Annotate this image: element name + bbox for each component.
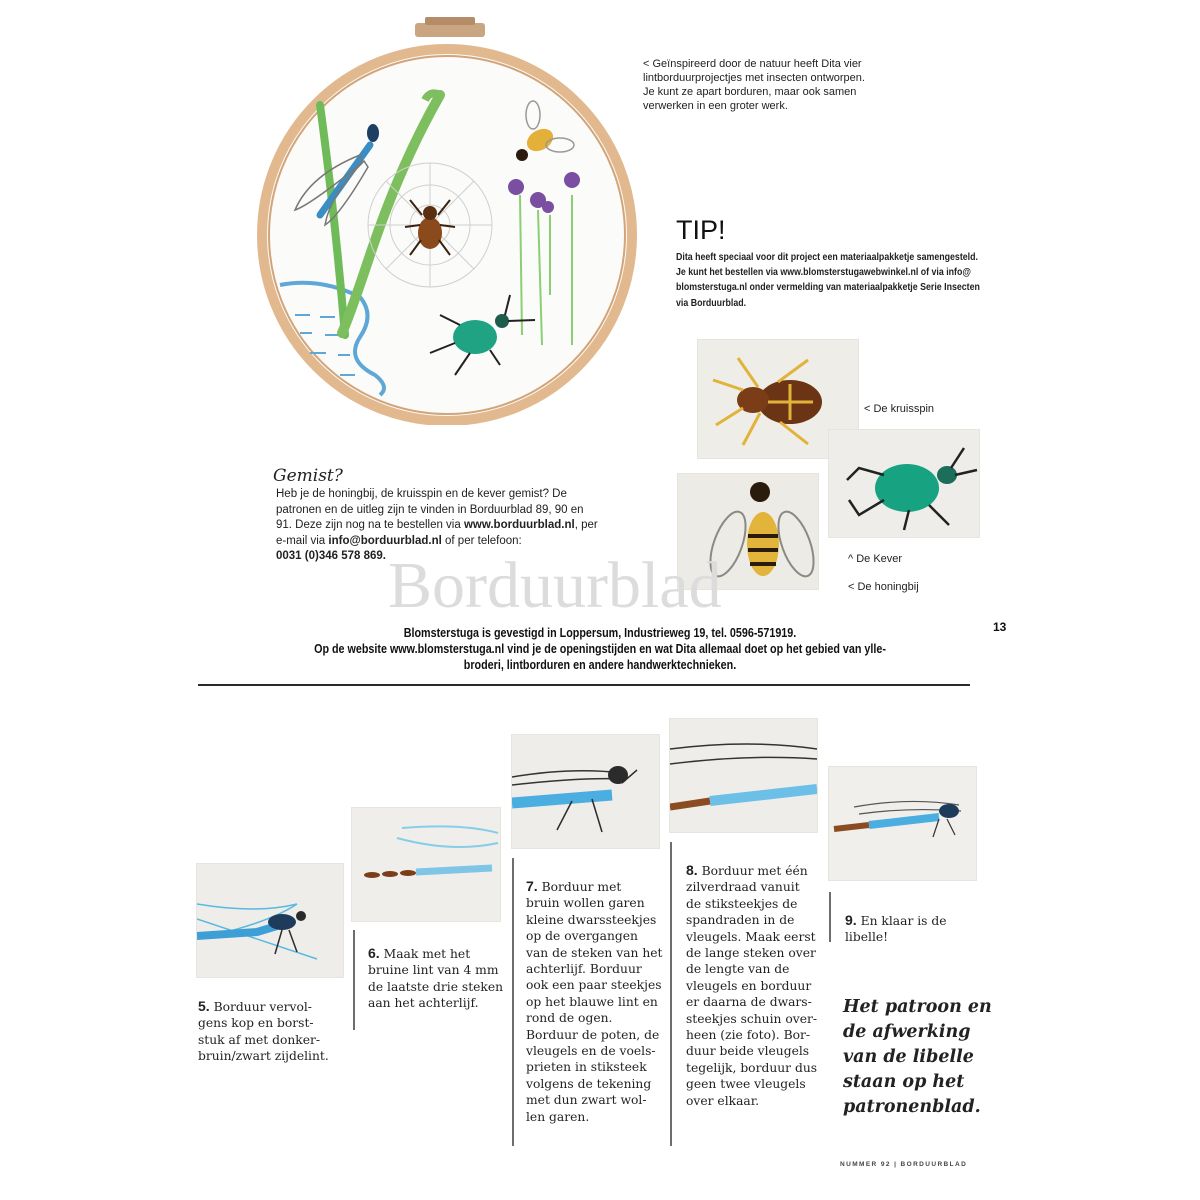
gemist-line: [276, 534, 611, 550]
step-number: 9.: [845, 912, 857, 928]
step-line: heen (zie foto). Bor-: [686, 1028, 811, 1043]
gemist-line: [276, 518, 611, 534]
step-line: len garen.: [526, 1109, 590, 1124]
step-line: vleugels. Maak eerst: [686, 929, 816, 944]
intro-caption-line: < Geïnspireerd door de natuur heeft Dita vier: [643, 58, 862, 70]
step-line: over elkaar.: [686, 1093, 760, 1108]
step-line: op het blauwe lint en: [526, 994, 658, 1009]
step-line: achterlijf. Borduur: [526, 962, 642, 977]
intro-caption: [643, 57, 943, 113]
step7-text: [526, 878, 666, 1125]
step-line-text: Borduur met: [541, 880, 622, 894]
step-line: van de steken van het: [526, 945, 663, 960]
step-line: ook een paar steekjes: [526, 978, 662, 993]
column-rule: [353, 930, 355, 1030]
step-line-text: Borduur vervol-: [213, 1000, 312, 1014]
step-line: Borduur de poten, de: [526, 1027, 660, 1042]
intro-caption-line: Je kunt ze apart borduren, maar ook samen: [643, 86, 857, 98]
step-line: tegelijk, borduur dus: [686, 1060, 818, 1075]
step-line: de laatste drie steken: [368, 979, 504, 994]
email-link[interactable]: info@borduurblad.nl: [328, 534, 442, 547]
step-line: duur beide vleugels: [686, 1044, 810, 1059]
step9-text: [845, 912, 985, 946]
step-number: 6.: [368, 945, 380, 961]
step-line: zilverdraad vanuit: [686, 880, 800, 895]
tip-heading: TIP!: [676, 215, 726, 245]
step-line: bruin/zwart zijdelint.: [198, 1049, 329, 1064]
gemist-text: , per: [574, 519, 598, 531]
address-line: Op de website www.blomsterstuga.nl vind je de openingstijden en wat Dita allemaal doet op het gebied van ylle-: [314, 642, 886, 656]
step-line: steekjes schuin over-: [686, 1011, 818, 1026]
gemist-text: 91. Deze zijn nog na te bestellen via: [276, 519, 464, 531]
step-line: de lange steken over: [686, 946, 816, 961]
column-rule: [829, 892, 831, 942]
step-number: 7.: [526, 878, 538, 894]
step-line: stuk af met donker-: [198, 1032, 321, 1047]
page-footer: NUMMER 92 | BORDUURBLAD: [840, 1161, 968, 1168]
step-line: met dun zwart wol-: [526, 1093, 647, 1108]
step-line: [198, 998, 348, 1015]
step-line: [526, 878, 666, 895]
step-line: bruin wollen garen: [526, 896, 645, 911]
address-line: broderi, lintborduren en andere handwerktechnieken.: [463, 658, 737, 672]
step5-text: [198, 998, 348, 1065]
step-line: spandraden in de: [686, 913, 795, 928]
step-line: aan het achterlijf.: [368, 996, 479, 1011]
step-line: [686, 862, 826, 879]
bee-label: < De honingbij: [848, 581, 919, 593]
step-line: er daarna de dwars-: [686, 995, 812, 1010]
step-line: gens kop en borst-: [198, 1016, 314, 1031]
embroidery-hoop-photo: [250, 15, 645, 425]
step6-text: [368, 945, 508, 1012]
tip-line: Je kunt het bestellen via www.blomsterstugawebwinkel.nl of via info@: [676, 266, 971, 279]
column-rule: [670, 842, 672, 1146]
gemist-text: of per telefoon:: [441, 534, 522, 547]
step7-photo: [512, 735, 659, 848]
step8-text: [686, 862, 826, 1109]
step-line-text: Borduur met één: [701, 864, 808, 878]
intro-caption-line: verwerken in een groter werk.: [643, 100, 788, 112]
step8-photo: [670, 719, 817, 832]
beetle-photo: [829, 430, 979, 537]
step-line: [845, 912, 985, 929]
tip-line: blomsterstuga.nl onder vermelding van materiaalpakketje Serie Insecten: [676, 281, 980, 294]
borduurblad-watermark: Borduurblad: [388, 549, 722, 622]
gemist-line: patronen en de uitleg zijn te vinden in Borduurblad 89, 90 en: [276, 503, 584, 516]
tip-line: Dita heeft speciaal voor dit project een materiaalpakketje samengesteld.: [676, 251, 978, 263]
address-line: Blomsterstuga is gevestigd in Loppersum, Industrieweg 19, tel. 0596-571919.: [403, 626, 797, 640]
step-line-text: En klaar is de: [860, 914, 947, 928]
gemist-line: Heb je de honingbij, de kruisspin en de kever gemist? De: [276, 488, 567, 500]
spider-label: < De kruisspin: [864, 403, 935, 415]
tip-body: [676, 250, 995, 311]
step-line: de stiksteekjes de: [686, 896, 798, 911]
step-number: 5.: [198, 998, 210, 1014]
column-rule: [512, 858, 514, 1146]
beetle-label: ^ De Kever: [848, 553, 903, 565]
step-line-text: Maak met het: [383, 947, 471, 961]
step-line: rond de ogen.: [526, 1011, 613, 1026]
step-line: volgens de tekening: [526, 1076, 652, 1091]
step-line: op de overgangen: [526, 929, 638, 944]
step6-photo: [352, 808, 500, 921]
phone-number: 0031 (0)346 578 869.: [276, 550, 386, 562]
step-line: prieten in stiksteek: [526, 1060, 647, 1075]
gemist-text: e-mail via: [276, 534, 329, 547]
gemist-heading: Gemist?: [273, 466, 343, 486]
step-number: 8.: [686, 862, 698, 878]
step-line: vleugels en borduur: [686, 978, 812, 993]
step-line: geen twee vleugels: [686, 1077, 806, 1092]
handwritten-note: Het patroon en de afwerking van de libelle staan op het patronenblad.: [843, 997, 992, 1117]
step-line: kleine dwarssteekjes: [526, 912, 657, 927]
intro-caption-line: lintborduurprojectjes met insecten ontworpen.: [643, 72, 865, 84]
step-line: vleugels en de voels-: [526, 1044, 656, 1059]
step5-photo: [197, 864, 343, 977]
address-block: [290, 625, 910, 673]
section-divider: [198, 684, 970, 686]
step-line: de lengte van de: [686, 962, 790, 977]
page-number: 13: [993, 620, 1007, 634]
step-line: [368, 945, 508, 962]
step-line: bruine lint van 4 mm: [368, 963, 499, 978]
step9-photo: [829, 767, 976, 880]
website-link[interactable]: www.borduurblad.nl: [463, 519, 575, 531]
step-line: libelle!: [845, 930, 889, 945]
tip-line: via Borduurblad.: [676, 296, 747, 309]
